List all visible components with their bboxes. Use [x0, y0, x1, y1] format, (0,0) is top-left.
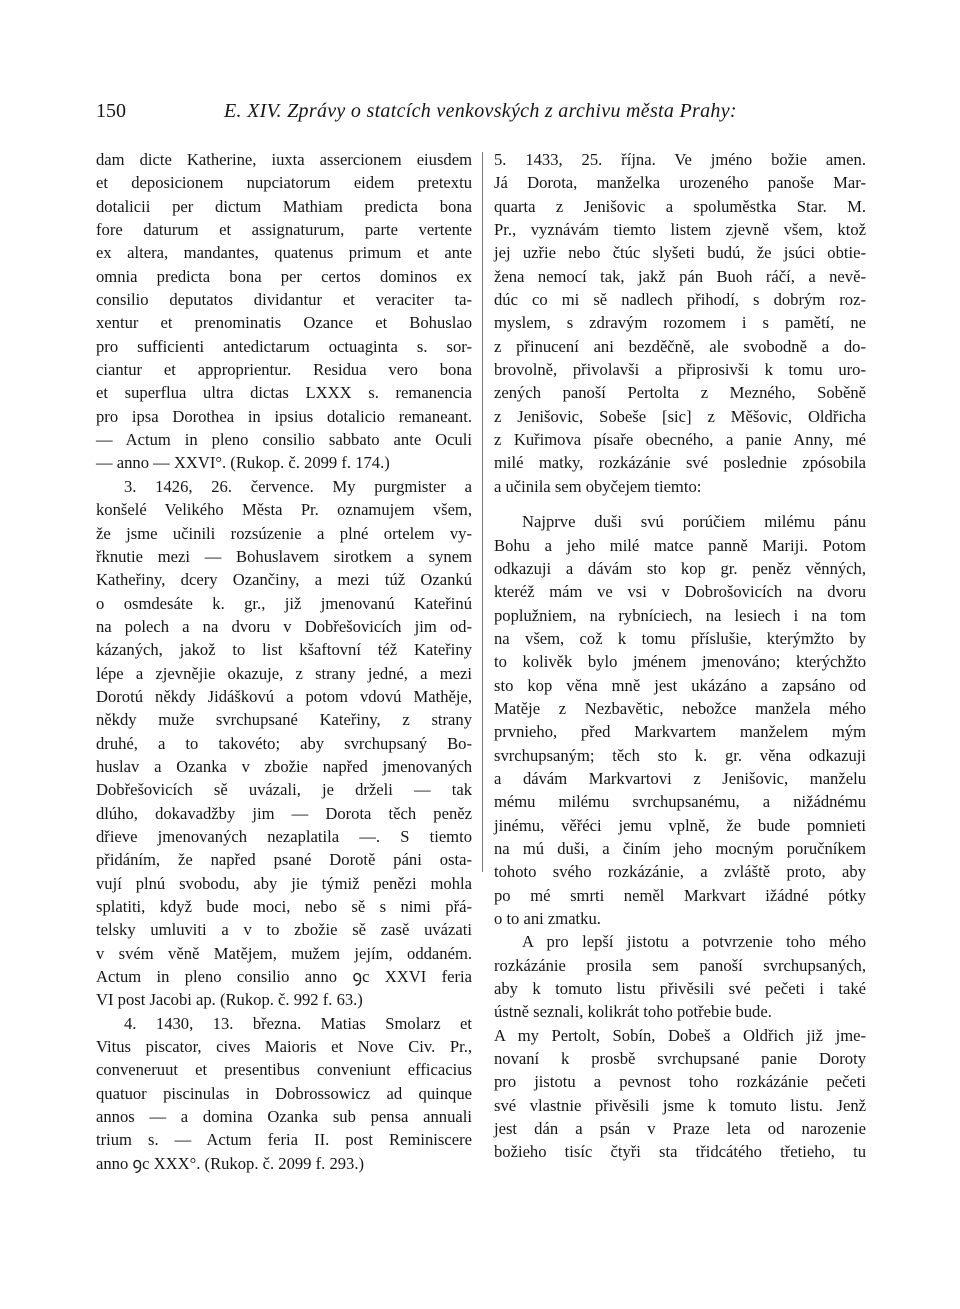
text-line: vují plnú svobodu, aby jie týmiž penězi mohla — [96, 873, 472, 893]
text-line: Matěje z Nezbavětic, nebožce manžela mého — [494, 698, 866, 718]
text-line: 3. 1426, 26. července. My purgmister a — [124, 476, 472, 496]
running-head: E. XIV. Zprávy o statcích venkovských z archivu města Prahy: — [224, 100, 737, 122]
page-header — [96, 100, 866, 130]
paragraph-gap — [494, 498, 866, 510]
text-line: to kolivěk bylo jménem jmenováno; kterýchžto — [494, 652, 866, 672]
text-line: jej uzřie nebo čtúc slyšeti budú, že jsúci obtie- — [494, 243, 866, 263]
text-line: přidáním, že napřed psané Dorotě páni osta- — [96, 850, 472, 870]
text-line: jest dán a psán v Praze leta od narozenie — [494, 1119, 866, 1139]
text-line: trium s. — Actum feria II. post Reminiscere — [96, 1130, 472, 1150]
text-line: lépe a zjevnějie okazuje, z strany jedné, a mezi — [96, 663, 472, 683]
text-line: aby k tomuto listu přivěsili své pečeti i také — [494, 979, 866, 999]
text-line: A my Pertolt, Sobín, Dobeš a Oldřich již jme- — [494, 1025, 866, 1045]
text-line: — Actum in pleno consilio sabbato ante Oculi — [96, 430, 472, 450]
text-line: dotalicii per dictum Mathiam predicta bona — [96, 196, 472, 216]
text-line: Pr., vyznávám tiemto listem zjevně všem, ktož — [494, 220, 866, 240]
left-column — [96, 148, 472, 1175]
text-line: 4. 1430, 13. března. Matias Smolarz et — [124, 1013, 472, 1033]
text-line: conveneruut et presentibus conveniunt efficacius — [96, 1060, 472, 1080]
column-divider — [482, 152, 483, 872]
text-line: a učinila sem obyčejem tiemto: — [494, 476, 702, 496]
text-line: dlúho, dokavadžby jim — Dorota těch peněz — [96, 803, 472, 823]
text-line: consilio deputatos dividantur et veraciter ta- — [96, 290, 472, 310]
text-line: myslem, s zdravým rozomem i s pamětí, ne — [494, 313, 866, 333]
text-line: kteréž mám ve vsi v Dobrošovicích na dvoru — [494, 582, 866, 602]
text-line: Actum in pleno consilio anno ꝯc XXVI feria — [96, 967, 472, 987]
text-line: Dorotú někdy Jidáškovú a potom vdovú Mathěje, — [96, 686, 472, 706]
text-line: Vitus piscator, cives Maioris et Nove Civ. Pr., — [96, 1037, 472, 1057]
text-line: annos — a domina Ozanka sub pensa annuali — [96, 1107, 472, 1127]
text-line: na mú duši, a činím jeho mocným poručníkem — [494, 838, 866, 858]
text-line: pro sufficienti antedictarum octuaginta s. sor- — [96, 336, 472, 356]
text-line: kázaných, jakož to list kšaftovní též Kateřiny — [96, 640, 472, 660]
text-line: a dávám Markvartovi z Jenišovic, manželu — [494, 768, 866, 788]
text-line: milé matky, rozkázánie své poslednie zpósobila — [494, 453, 866, 473]
text-line: že jsme učinili rozsúzenie a plné ortelem vy- — [96, 523, 472, 543]
text-line: xentur et prenominatis Ozance et Bohuslao — [96, 313, 472, 333]
text-line: splatiti, když bude moci, nebo sě s nimi přá- — [96, 897, 472, 916]
text-line: z přinucení ani bezděčně, ale svobodně a do- — [494, 336, 866, 356]
text-line: odkazuji a dávám sto kop gr. peněz věnných, — [494, 558, 866, 578]
text-line: Najprve duši svú porúčiem milému pánu — [522, 512, 866, 532]
text-line: na všem, což k tomu příslušie, kterýmžto by — [494, 628, 866, 648]
text-line: žena nemocí tak, jakž pán Buoh ráčí, a nevě- — [494, 266, 866, 286]
text-line: z Jenišovic, Sobeše [sic] z Měšovic, Oldřicha — [494, 406, 866, 426]
text-line: dúc co mi sě nadlech přihodí, s dobrým roz- — [494, 290, 866, 310]
text-line: novaní k prosbě svrchupsané panie Doroty — [494, 1049, 866, 1069]
text-line: ústně seznali, kolikrát toho potřebie bude. — [494, 1002, 772, 1022]
text-line: z Kuřimova písaře obecného, a panie Anny, mé — [494, 430, 866, 450]
text-line: et deposicionem nupciatorum eidem pretextu — [96, 173, 472, 193]
text-line: konšelé Velikého Města Pr. oznamujem všem, — [96, 500, 472, 520]
text-line: v svém věně Matějem, mužem jejím, oddaném. — [96, 943, 472, 963]
text-line: quarta z Jenišovic a spoluměstka Star. M. — [494, 196, 866, 216]
text-line: sto kop věna mně jest ukázáno a zapsáno od — [494, 675, 866, 695]
text-line: božieho tisíc čtyři sta třidcátého třetieho, tu — [494, 1142, 866, 1162]
text-line: brovolně, přivolavši a připrosivši k tomu uro- — [494, 360, 866, 380]
text-line: 5. 1433, 25. října. Ve jméno božie amen. — [494, 150, 866, 169]
text-line: quatuor piscinulas in Dobrossowicz ad quinque — [96, 1083, 472, 1103]
text-line: huslav a Ozanka v zbožie napřed jmenovaných — [96, 756, 472, 776]
text-line: prvnieho, před Markvartem manželem mým — [494, 722, 866, 742]
text-line: omnia predicta bona per certos dominos ex — [96, 266, 472, 286]
text-line: o to ani zmatku. — [494, 909, 601, 928]
text-line: pro jistotu a pevnost toho rozkázánie pečeti — [494, 1072, 866, 1092]
text-line: dam dicte Katherine, iuxta assercionem eiusdem — [96, 150, 472, 169]
text-line: dřieve jmenovaných nezaplatila —. S tiemto — [96, 826, 472, 846]
text-line: mému milému svrchupsanému, a nižádnému — [494, 792, 866, 812]
text-line: Dobřešovicích sě uvázali, je drželi — tak — [96, 780, 472, 800]
text-line: řknutie mezi — Bohuslavem sirotkem a synem — [96, 546, 472, 566]
text-line: telsky umluviti a v to zbožie sě zasě uvázati — [96, 920, 472, 940]
text-line: Bohu a jeho milé matce panně Mariji. Potom — [494, 535, 866, 555]
text-line: pro ipsa Dorothea in ipsius dotalicio remaneant. — [96, 406, 472, 426]
text-line: ciantur et approprientur. Residua vero bona — [96, 360, 472, 380]
text-line: VI post Jacobi ap. (Rukop. č. 992 f. 63.) — [96, 990, 363, 1010]
text-line: na polech a na dvoru v Dobřešovicích jim od- — [96, 616, 472, 636]
text-line: Katheřiny, dcery Ozančiny, a mezi túž Ozankú — [96, 570, 472, 590]
page-number: 150 — [96, 100, 126, 122]
text-line: et superflua ultra dictas LXXX s. remanencia — [96, 383, 472, 403]
text-line: poplužniem, na rybníciech, na lesiech i na tom — [494, 605, 866, 625]
right-column — [494, 148, 866, 1164]
text-line: zených panoší Pertolta z Mezného, Soběně — [494, 383, 866, 403]
text-line: A pro lepší jistotu a potvrzenie toho mého — [522, 932, 866, 952]
text-line: fore daturum et assignaturum, parte vertente — [96, 220, 472, 240]
text-line: Já Dorota, manželka urozeného panoše Mar- — [494, 173, 866, 193]
text-line: svrchupsaným; těch sto k. gr. věna odkazuji — [494, 745, 866, 765]
text-line: druhé, a to takovéto; aby svrchupsaný Bo- — [96, 733, 472, 753]
text-line: ex altera, mandantes, quatenus primum et ante — [96, 243, 472, 263]
text-line: — anno — XXVI°. (Rukop. č. 2099 f. 174.) — [96, 453, 390, 473]
text-line: rozkázánie prosila sem panoší svrchupsaných, — [494, 955, 866, 975]
text-line: o osmdesáte k. gr., již jmenovanú Kateřinú — [96, 593, 472, 613]
text-line: tohoto svého rozkázánie, a zvláště proto, aby — [494, 862, 866, 882]
text-line: své vlastnie přivěsili jsme k tomuto listu. Jenž — [494, 1095, 866, 1115]
text-line: někdy muže svrchupsané Kateřiny, z strany — [96, 710, 472, 730]
text-line: jinému, věřéci jemu vplně, že bude pomnieti — [494, 815, 866, 835]
text-line: po mé smrti neměl Markvart ižádné pótky — [494, 885, 866, 905]
text-line: anno ꝯc XXX°. (Rukop. č. 2099 f. 293.) — [96, 1153, 365, 1173]
